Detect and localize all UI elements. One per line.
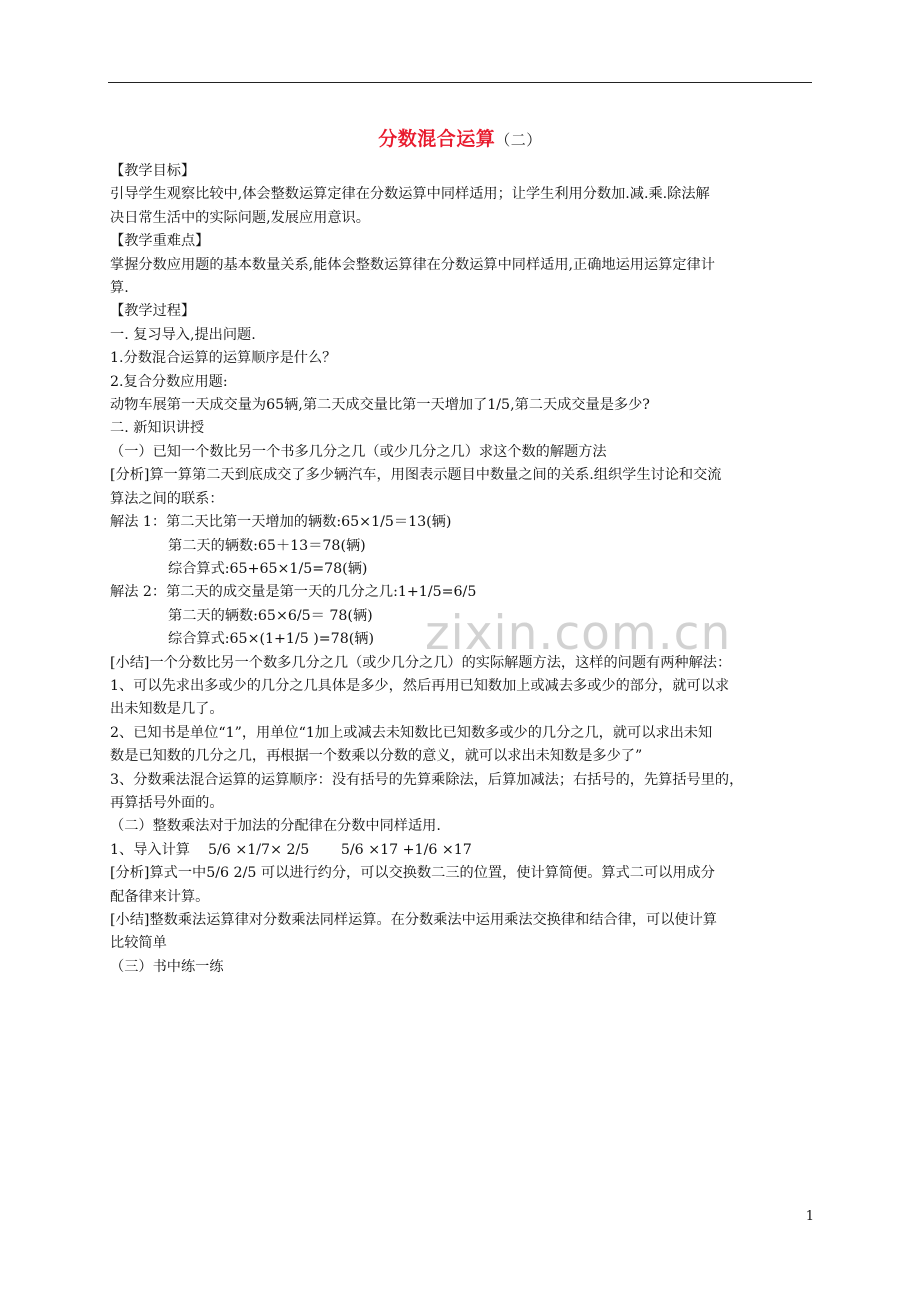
document-title	[0, 124, 920, 151]
paragraph-line: 配备律来计算。	[110, 888, 210, 905]
paragraph-line: 一. 复习导入,提出问题.	[110, 326, 256, 343]
paragraph-line: 再算括号外面的。	[110, 794, 224, 811]
paragraph-line: [小结]一个分数比另一个数多几分之几（或少几分之几）的实际解题方法，这样的问题有两种解法：	[110, 654, 732, 671]
paragraph-line: 出未知数是几了。	[110, 701, 224, 718]
paragraph-line: 3、分数乘法混合运算的运算顺序：没有括号的先算乘除法，后算加减法；右括号的，先算括号里的，	[110, 771, 744, 788]
title-text: 分数混合运算	[378, 128, 496, 150]
paragraph-line: 动物车展第一天成交量为65辆,第二天成交量比第一天增加了1/5,第二天成交量是多少?	[110, 397, 650, 414]
paragraph-line: 1、可以先求出多或少的几分之几具体是多少，然后再用已知数加上或减去多或少的部分，就可以求	[110, 677, 730, 694]
section-heading: 【教学目标】	[110, 163, 196, 179]
paragraph-line: [分析]算一算第二天到底成交了多少辆汽车，用图表示题目中数量之间的关系.组织学生讨论和交流	[110, 467, 722, 484]
paragraph-line: 数是已知数的几分之几，再根据一个数乘以分数的意义，就可以求出未知数是多少了”	[110, 748, 643, 765]
section-heading: 【教学过程】	[110, 303, 196, 320]
paragraph-line: 第二天的辆数:65＋13＝78(辆)	[168, 537, 366, 554]
document-body	[110, 160, 816, 979]
paragraph-line: 解法 2：第二天的成交量是第一天的几分之几:1+1/5=6/5	[110, 584, 477, 601]
paragraph-line: [分析]算式一中5/6 2/5 可以进行约分，可以交换数二三的位置，使计算简便。算式二可以用成分	[110, 865, 715, 882]
paragraph-line: 2.复合分数应用题:	[110, 373, 228, 390]
paragraph-line: 综合算式:65+65×1/5=78(辆)	[168, 560, 368, 577]
section-heading: 【教学重难点】	[110, 233, 210, 250]
paragraph-line: 1.分数混合运算的运算顺序是什么？	[110, 350, 337, 367]
paragraph-line: 掌握分数应用题的基本数量关系,能体会整数运算律在分数运算中同样适用,正确地运用运算定律计	[110, 256, 715, 273]
paragraph-line: 算法之间的联系：	[110, 490, 224, 507]
paragraph-line: 引导学生观察比较中,体会整数运算定律在分数运算中同样适用；让学生利用分数加.减.乘.除法解	[110, 186, 710, 203]
paragraph-line: 算.	[110, 280, 129, 297]
paragraph-line: （二）整数乘法对于加法的分配律在分数中同样适用.	[110, 818, 441, 835]
paragraph-line: 比较简单	[110, 935, 167, 952]
paragraph-line: [小结]整数乘法运算律对分数乘法同样运算。在分数乘法中运用乘法交换律和结合律，可以使计算	[110, 912, 717, 928]
paragraph-line: 1、导入计算 5/6 ×1/7× 2/5 5/6 ×17 +1/6 ×17	[110, 841, 472, 858]
paragraph-line: （三）书中练一练	[110, 958, 224, 975]
paragraph-line: 解法 1：第二天比第一天增加的辆数:65×1/5＝13(辆)	[110, 514, 452, 531]
page-number: 1	[805, 1209, 814, 1224]
title-suffix: （二）	[495, 131, 542, 149]
paragraph-line: （一）已知一个数比另一个书多几分之几（或少几分之几）求这个数的解题方法	[110, 443, 607, 460]
paragraph-line: 决日常生活中的实际问题,发展应用意识。	[110, 209, 370, 226]
paragraph-line: 二. 新知识讲授	[110, 420, 205, 437]
paragraph-line: 2、已知书是单位“1”，用单位“1加上或减去未知数比已知数多或少的几分之几，就可以求出未知	[110, 724, 713, 741]
watermark: zixin.com.cn	[425, 606, 732, 661]
paragraph-line: 第二天的辆数:65×6/5＝ 78(辆)	[168, 607, 373, 624]
header-rule	[108, 82, 812, 83]
paragraph-line: 综合算式:65×(1+1/5 )=78(辆)	[168, 631, 374, 648]
